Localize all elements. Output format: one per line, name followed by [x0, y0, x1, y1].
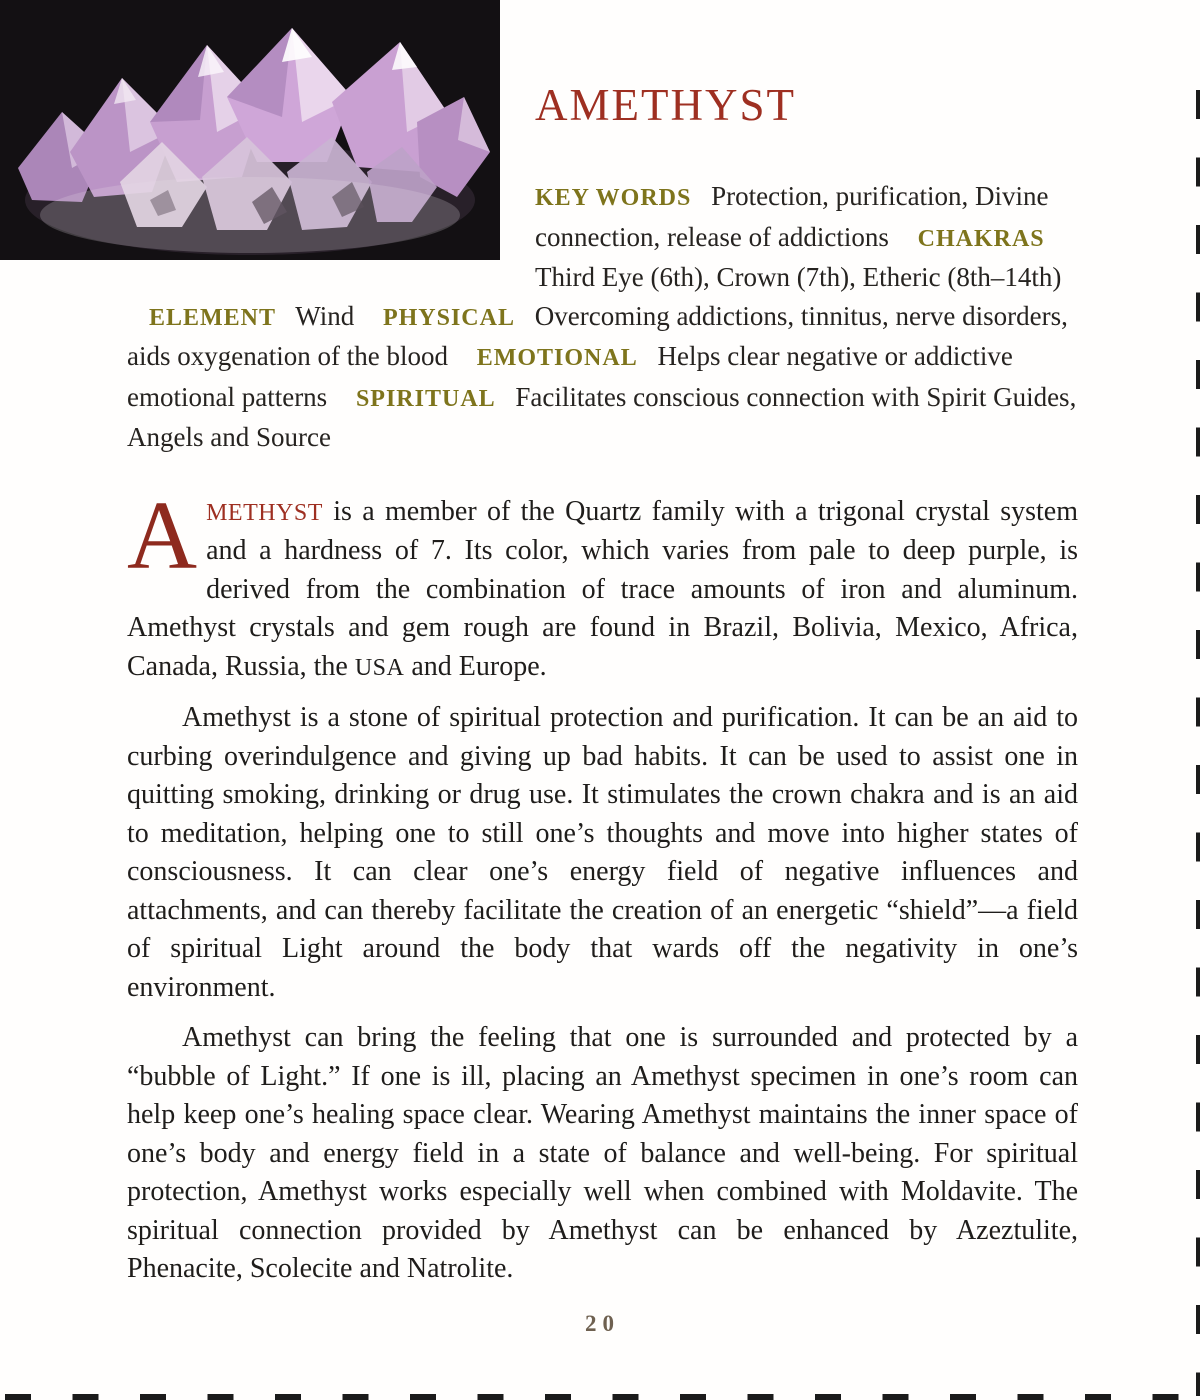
- property-value-key-words: Protection, purification, Divine connection, release of addictions: [535, 181, 1049, 252]
- page-title: AMETHYST: [535, 80, 796, 130]
- property-label-emotional: EMOTIONAL: [476, 345, 638, 371]
- paragraph-2: Amethyst is a stone of spiritual protection and purification. It can be an aid to curbing overindulgence and giving up bad habits. It can be used to assist one in quitting smoking, drinking or drug use. It stimulates the crown chakra and is an aid to meditation, helping one to still one’s thoughts and move into higher states of consciousness. It can clear one’s energy field of negative influences and attachments, and can thereby facilitate the creation of an energetic “shield”—a field of spiritual Light around the body that wards off the negativity in one’s environment.: [127, 702, 1078, 1003]
- property-label-chakras: CHAKRAS: [917, 225, 1045, 252]
- amethyst-photo: [0, 0, 500, 260]
- property-label-key-words: KEY WORDS: [535, 185, 692, 211]
- property-label-element: ELEMENT: [149, 304, 277, 331]
- paragraph-3: Amethyst can bring the feeling that one is surrounded and protected by a “bubble of Light.” If one is ill, placing an Amethyst specimen in one’s room can help keep one’s healing space clear. Wearing Amethyst maintains the inner space of one’s body and energy field in a state of balance and well-being. For spiritual protection, Amethyst works especially well when combined with Moldavite. The spiritual connection provided by Amethyst can be enhanced by Azeztulite, Phenacite, Scolecite and Natrolite.: [127, 1022, 1078, 1284]
- paragraph-1-text: is a member of the Quartz family with a trigonal crystal system and a hardness of 7. Its color, which varies from pale to deep purple, is derived from the combination of trace amounts of iron and aluminum. Amethyst crystals and gem rough are found in Brazil, Bolivia, Mexico, Africa, Canada, Russia, the: [127, 495, 1078, 682]
- property-value-element: Wind: [295, 300, 355, 331]
- lead-small-caps: METHYST: [206, 499, 323, 526]
- drop-cap: A: [127, 481, 198, 589]
- property-label-spiritual: SPIRITUAL: [355, 385, 496, 412]
- property-value-emotional: Helps clear negative or addictive emotional patterns: [127, 341, 1013, 412]
- usa-small-caps: USA: [354, 654, 405, 681]
- page-edge-marks-bottom: [5, 1394, 1200, 1400]
- property-label-physical: PHYSICAL: [382, 304, 515, 331]
- paragraph-1-end: and Europe.: [404, 650, 547, 682]
- property-value-physical: Overcoming addictions, tinnitus, nerve disorders, aids oxygenation of the blood: [127, 300, 1068, 371]
- article-body: [127, 481, 1078, 1289]
- amethyst-crystal-image: [0, 0, 500, 260]
- property-value-spiritual: Facilitates conscious connection with Spirit Guides, Angels and Source: [127, 381, 1077, 452]
- property-value-chakras: Third Eye (6th), Crown (7th), Etheric (8th–14th): [535, 262, 1062, 292]
- paragraph-1: [127, 481, 1078, 688]
- page-number: 20: [585, 1310, 620, 1336]
- page-edge-marks-right: [1196, 90, 1200, 1396]
